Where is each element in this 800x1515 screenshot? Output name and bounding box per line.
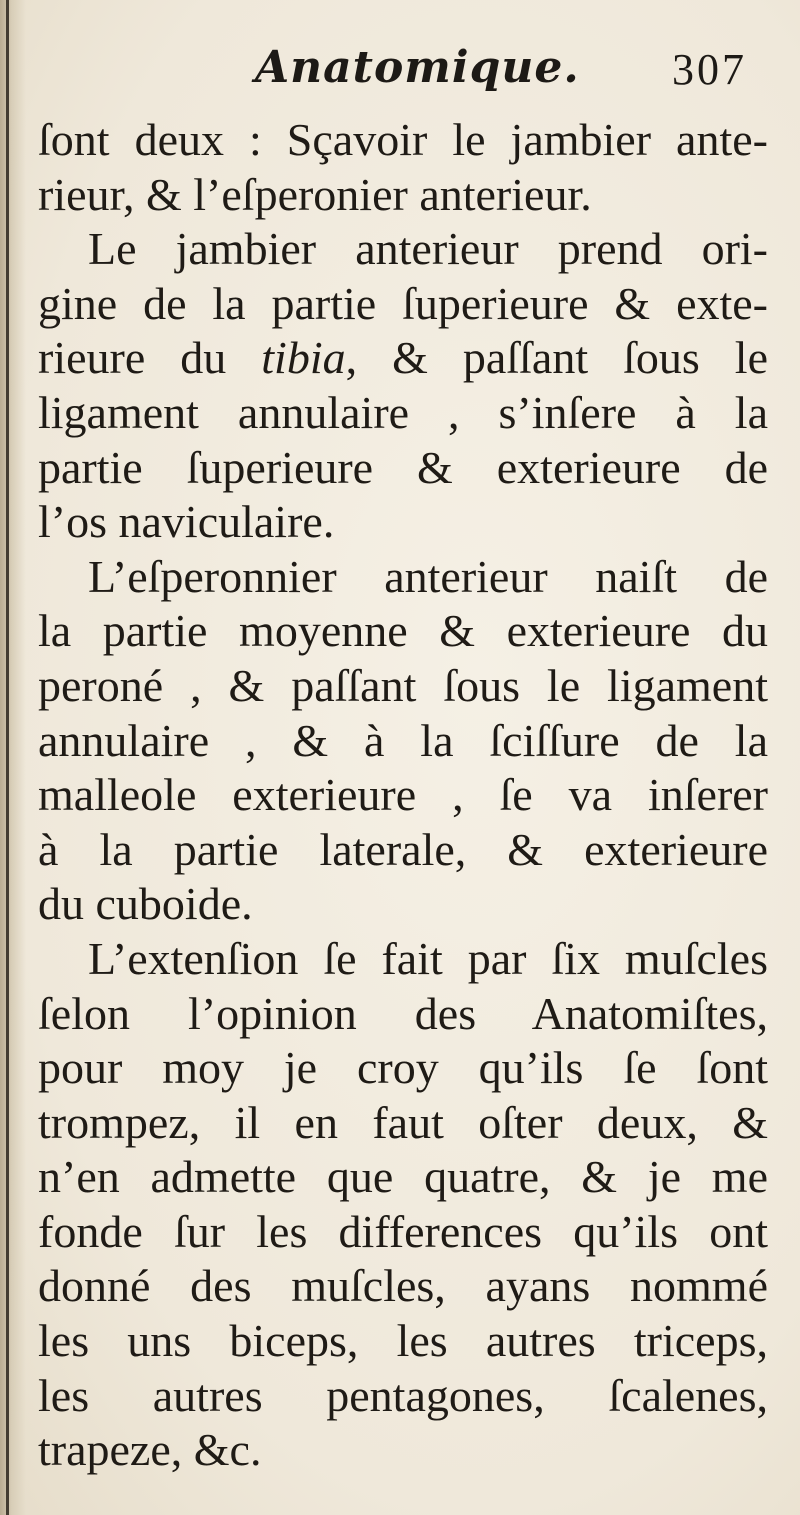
body-text [38,113,768,1478]
text-line: à la partie laterale, & exterieure [38,823,768,875]
text-line: rieur, & l’eſperonier anterieur. [38,168,592,220]
text-line: du cuboide. [38,878,253,930]
text-line: n’en admette que quatre, & je me [38,1151,768,1203]
italic-term: tibia [261,332,346,384]
text-span: rieure du [38,332,262,384]
text-line: trapeze, &c. [38,1424,262,1476]
text-line: annulaire , & à la ſciſſure de la [38,714,768,766]
running-head: Anatomique. [255,42,580,93]
text-span: , & paſſant ſous le [345,332,768,384]
text-line: donné des muſcles, ayans nommé [38,1260,768,1312]
text-line: trompez, il en faut oſter deux, & [38,1096,768,1148]
page-number: 307 [672,45,747,94]
text-line: ſont deux : Sçavoir le jambier ante- [38,114,768,165]
paragraph-first-line: L’extenſion ſe fait par ſix muſcles [88,932,768,984]
text-line: l’os naviculaire. [38,496,335,548]
text-line: partie ſuperieure & exterieure de [38,441,768,493]
text-line: la partie moyenne & exterieure du [38,605,768,657]
paragraph-first-line: Le jambier anterieur prend ori- [88,223,768,275]
page-gutter [0,0,26,1515]
text-line: ſelon l’opinion des Anatomiſtes, [38,987,768,1039]
text-line [38,331,768,386]
binding-edge [6,0,9,1515]
text-line: malleole exterieure , ſe va inſerer [38,769,768,821]
page-header [0,42,800,112]
text-line: les autres pentagones, ſcalenes, [38,1369,768,1421]
text-line: ligament annulaire , s’inſere à la [38,386,768,438]
text-line: fonde ſur les differences qu’ils ont [38,1205,768,1257]
text-line: les uns biceps, les autres triceps, [38,1315,768,1367]
text-line: gine de la partie ſuperieure & exte- [38,277,768,329]
paragraph-first-line: L’eſperonnier anterieur naiſt de [88,550,768,602]
text-line: pour moy je croy qu’ils ſe ſont [38,1042,768,1094]
text-line: peroné , & paſſant ſous le ligament [38,659,768,711]
